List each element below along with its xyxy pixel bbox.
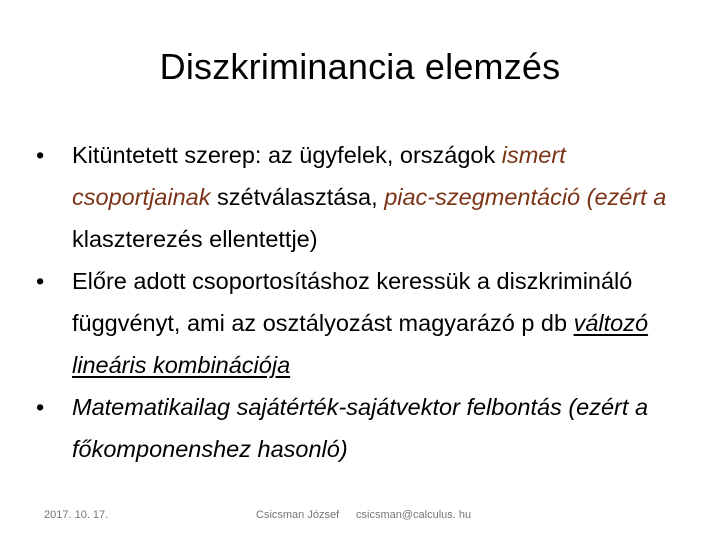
bullet-text: szétválasztása, [210, 184, 385, 210]
bullet-marker: • [36, 268, 45, 294]
bullet-marker: • [36, 394, 45, 420]
bullet-text: klaszterezés ellentettje) [72, 226, 318, 252]
footer-date: 2017. 10. 17. [44, 509, 109, 521]
bullet-item [36, 134, 696, 260]
emphasized-text: piac-szegmentáció (ezért a [384, 184, 667, 210]
bullet-marker: • [36, 142, 45, 168]
footer-author: Csicsman József [256, 509, 340, 521]
emphasized-text: ismert csoportjainak [72, 142, 566, 210]
slide-title: Diszkriminancia elemzés [159, 46, 561, 87]
bullet-list [36, 134, 696, 470]
bullet-item [36, 260, 696, 386]
italic-bullet-text: Matematikailag sajátérték-sajátvektor felbontás (ezért a főkomponenshez hasonló) [72, 394, 649, 462]
underlined-italic-text: változó lineáris kombinációja [72, 310, 649, 378]
bullet-text: Előre adott csoportosításhoz keressük a diszkrimináló függvényt, ami az osztályozást magyarázó p db [72, 268, 633, 336]
bullet-item [36, 386, 696, 470]
footer-email: csicsman@calculus. hu [356, 509, 472, 521]
bullet-text: Kitüntetett szerep: az ügyfelek, országok [72, 142, 502, 168]
